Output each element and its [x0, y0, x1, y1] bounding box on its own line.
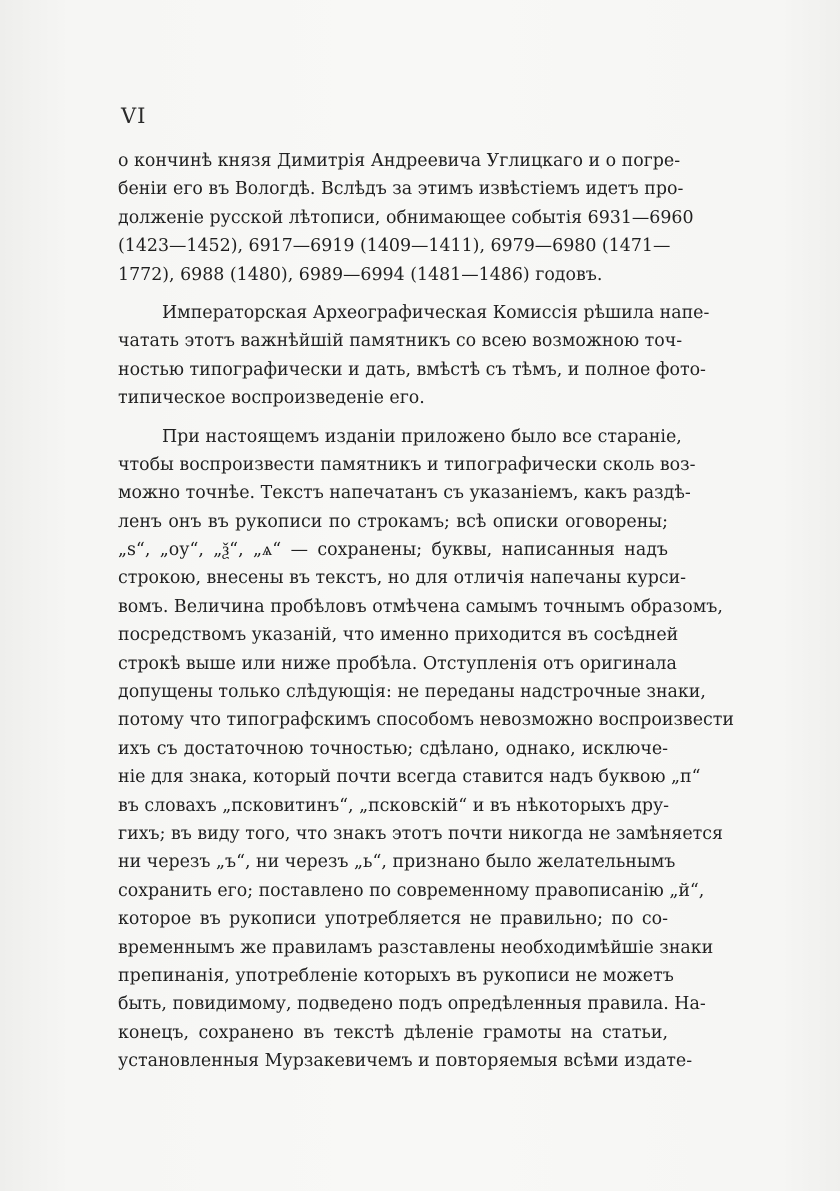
- text-line: При настоящемъ изданіи приложено было все стараніе,: [162, 426, 682, 447]
- text-line: которое въ рукописи употребляется не правильно; по со-: [118, 909, 668, 930]
- text-line: можно точнѣе. Текстъ напечатанъ съ указаніемъ, какъ раздѣ-: [118, 483, 691, 504]
- text-line: ностью типографически и дать, вмѣстѣ съ тѣмъ, и полное фото-: [118, 359, 706, 380]
- text-line: въ словахъ „псковитинъ“, „псковскій“ и въ нѣкоторыхъ дру-: [118, 795, 670, 816]
- text-line: чатать этотъ важнѣйшій памятникъ со всею возможною точ-: [118, 331, 683, 352]
- text-line: быть, повидимому, подведено подъ опредѣленныя правила. На-: [118, 994, 706, 1015]
- text-line: установленныя Мурзакевичемъ и повторяемыя всѣми издате-: [118, 1051, 693, 1072]
- text-line: препинанія, употребленіе которыхъ въ рукописи не можетъ: [118, 965, 674, 986]
- text-line: ленъ онъ въ рукописи по строкамъ; всѣ описки оговорены;: [118, 511, 668, 532]
- text-line: „ѕ“, „оу“, „ѯ“, „ѧ“ — сохранены; буквы, написанныя надъ: [118, 540, 668, 561]
- text-line: (1423—1452), 6917—6919 (1409—1411), 6979—6980 (1471—: [118, 236, 671, 257]
- text-line: ни черезъ „ъ“, ни черезъ „ь“, признано было желательнымъ: [118, 852, 676, 873]
- text-line: временнымъ же правиламъ разставлены необходимѣйшіе знаки: [118, 937, 714, 958]
- text-line: ніе для знака, который почти всегда ставится надъ буквою „п“: [118, 767, 701, 788]
- paragraph-2: [118, 299, 710, 413]
- text-line: потому что типографскимъ способомъ невозможно воспроизвести: [118, 710, 734, 731]
- body-text: [118, 147, 734, 1076]
- text-line: о кончинѣ князя Димитрія Андреевича Углицкаго и о погре-: [118, 151, 681, 171]
- text-line: гихъ; въ виду того, что знакъ этотъ почти никогда не замѣняется: [118, 823, 723, 844]
- text-line: посредствомъ указаній, что именно приходится въ сосѣдней: [118, 625, 679, 646]
- text-line: строкѣ выше или ниже пробѣла. Отступленія отъ оригинала: [118, 653, 677, 674]
- text-line: строкою, внесены въ текстъ, но для отличія напечаны курси-: [118, 568, 687, 589]
- page-number: VI: [121, 104, 147, 128]
- paragraph-1: [118, 147, 694, 289]
- text-line: допущены только слѣдующія: не переданы надстрочные знаки,: [118, 682, 706, 703]
- text-line: Императорская Археографическая Комиссія рѣшила напе-: [162, 302, 710, 323]
- text-line: беніи его въ Вологдѣ. Вслѣдъ за этимъ извѣстіемъ идетъ про-: [118, 179, 684, 200]
- text-line: сохранить его; поставлено по современному правописанію „й“,: [118, 880, 705, 901]
- text-line: вомъ. Величина пробѣловъ отмѣчена самымъ точнымъ образомъ,: [118, 596, 723, 617]
- text-line: чтобы воспроизвести памятникъ и типографически сколь воз-: [118, 454, 696, 475]
- text-line: типическое воспроизведеніе его.: [118, 388, 425, 409]
- paragraph-3: [118, 423, 734, 1076]
- text-line: конецъ, сохранено въ текстѣ дѣленіе грамоты на статьи,: [118, 1022, 668, 1043]
- text-line: долженіе русской лѣтописи, обнимающее событія 6931—6960: [118, 207, 694, 228]
- text-line: ихъ съ достаточною точностью; сдѣлано, однако, исключе-: [118, 738, 668, 759]
- text-line: 1772), 6988 (1480), 6989—6994 (1481—1486) годовъ.: [118, 264, 603, 285]
